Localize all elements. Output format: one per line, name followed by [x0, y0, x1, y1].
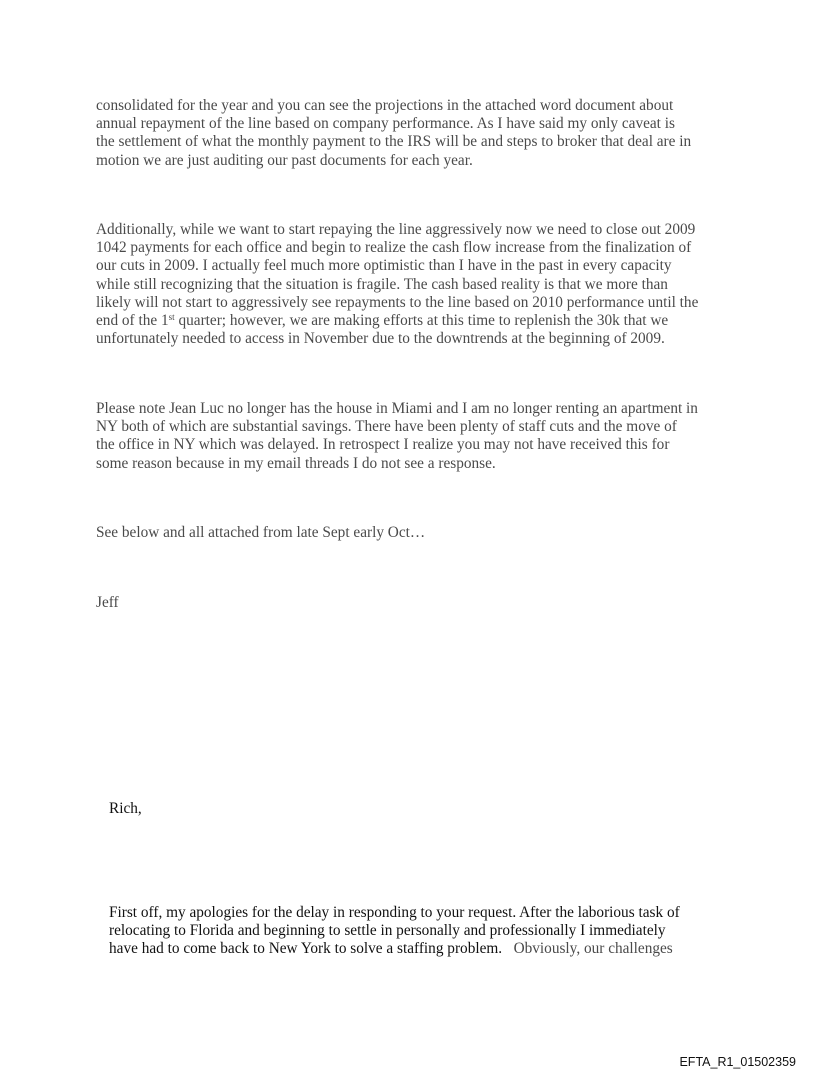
text-line: some reason because in my email threads I do not see a response. [96, 454, 496, 472]
text-segment-gray: Obviously, our challenges [502, 940, 673, 958]
text-line: First off, my apologies for the delay in responding to your request. After the laborious task of [109, 904, 680, 921]
text-line: Jeff [96, 594, 119, 611]
text-segment: have had to come back to New York to solve a staffing problem. [109, 940, 503, 958]
text-line: while still recognizing that the situation is fragile. The cash based reality is that we more than [96, 275, 668, 293]
salutation-rich [109, 800, 142, 818]
document-id: EFTA_R1_01502359 [679, 1055, 796, 1069]
text-line [96, 312, 698, 330]
superscript-st: st [168, 312, 175, 323]
text-line: 1042 payments for each office and begin to realize the cash flow increase from the finalization of [96, 239, 692, 257]
text-line: the settlement of what the monthly payment to the IRS will be and steps to broker that deal are in [96, 133, 692, 151]
paragraph-please-note [96, 400, 698, 473]
paragraph-consolidated [96, 97, 691, 170]
text-line: unfortunately needed to access in November due to the downtrends at the beginning of 2009. [96, 330, 665, 348]
text-line: consolidated for the year and you can see the projections in the attached word document about [96, 97, 674, 114]
text-line: Please note Jean Luc no longer has the house in Miami and I am no longer renting an apartment in [96, 400, 698, 417]
text-line: annual repayment of the line based on company performance. As I have said my only caveat is [96, 115, 675, 133]
text-segment: quarter; however, we are making efforts at this time to replenish the 30k that we [174, 312, 669, 330]
paragraph-first-off [109, 904, 680, 959]
text-line: relocating to Florida and beginning to settle in personally and professionally I immediately [109, 922, 666, 940]
paragraph-additionally [96, 221, 698, 348]
text-line: Additionally, while we want to start repaying the line aggressively now we need to close out 2009 [96, 221, 696, 238]
text-segment: end of the 1 [96, 312, 169, 330]
text-line: likely will not start to aggressively see repayments to the line based on 2010 performance until the [96, 293, 699, 311]
text-line: our cuts in 2009. I actually feel much more optimistic than I have in the past in every capacity [96, 257, 672, 275]
text-line [109, 940, 680, 958]
text-line: NY both of which are substantial savings. There have been plenty of staff cuts and the move of [96, 418, 677, 436]
text-line: See below and all attached from late Sept early Oct… [96, 524, 426, 541]
signature-jeff [96, 594, 119, 612]
text-line: motion we are just auditing our past documents for each year. [96, 151, 473, 169]
text-line: the office in NY which was delayed. In retrospect I realize you may not have received this for [96, 436, 670, 454]
text-line: Rich, [109, 800, 142, 817]
paragraph-see-below [96, 524, 425, 542]
